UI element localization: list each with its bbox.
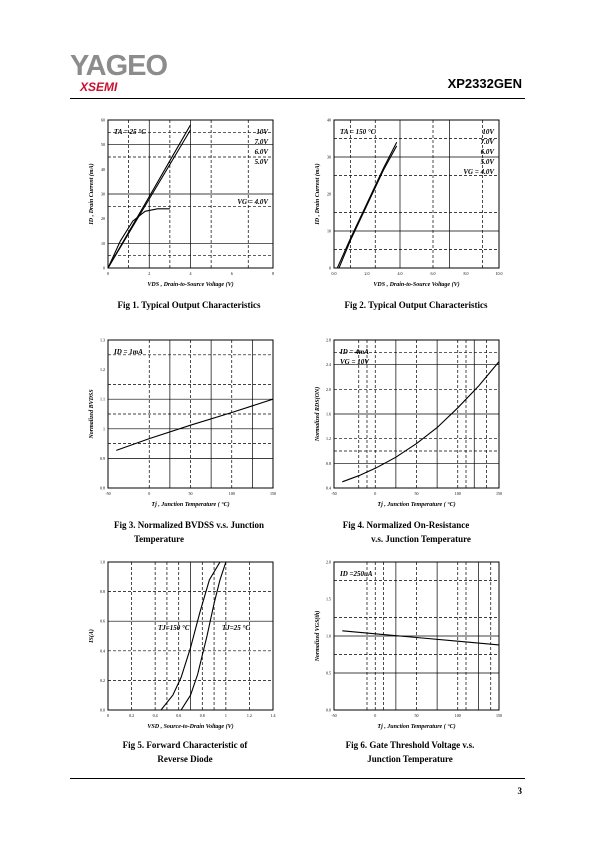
caption-fig3 [69, 518, 309, 546]
x-tick-label: 0 [374, 491, 377, 496]
x-tick-label: 4.0 [397, 271, 403, 276]
plot-frame [334, 120, 499, 268]
y-tick-label: 0.8 [326, 460, 331, 466]
caption-fig4 [286, 518, 526, 546]
x-tick-label: 0.4 [152, 713, 158, 718]
chart-fig4 [306, 332, 506, 512]
y-axis-label: Normalized BVDSS [89, 389, 95, 439]
x-tick-label: 100 [228, 491, 235, 496]
x-tick-label: 0 [107, 271, 109, 276]
x-tick-label: 10.0 [495, 271, 503, 276]
chart-annotation: 6.0V [480, 148, 494, 156]
chart-annotation: 5.0V [254, 158, 268, 166]
chart-annotation: TJ=25 °C [222, 624, 250, 632]
chart-annotation: 7.0V [254, 138, 268, 146]
yageo-logo [70, 52, 180, 92]
chart-fig2 [306, 112, 506, 292]
y-axis-label: Normalized VGS(th) [315, 610, 321, 662]
y-axis-label: Normalized RDS(ON) [315, 386, 321, 442]
y-axis-label: ID , Drain Current (mA) [315, 163, 321, 225]
x-tick-label: 150 [270, 491, 276, 496]
x-tick-label: 6.0 [430, 271, 436, 276]
x-tick-label: 50 [414, 491, 419, 496]
x-tick-label: -50 [105, 491, 111, 496]
y-tick-label: 0.8 [100, 589, 105, 595]
x-tick-label: 50 [188, 491, 193, 496]
y-tick-label: 0.9 [100, 455, 105, 461]
header-rule [70, 98, 525, 99]
chart-annotation: VG = 10V [340, 358, 369, 366]
y-tick-label: 0.6 [100, 618, 105, 624]
y-tick-label: 2.4 [326, 362, 331, 368]
caption-line: Junction Temperature [367, 754, 453, 764]
y-tick-label: 2.8 [326, 337, 331, 343]
x-tick-label: 2 [148, 271, 151, 276]
y-tick-label: 0 [329, 265, 331, 271]
y-tick-label: 1 [103, 426, 105, 432]
y-tick-label: 0.4 [100, 648, 105, 654]
page-number: 3 [517, 786, 522, 796]
chart-annotation: 7.0V [480, 138, 494, 146]
y-tick-label: 0.0 [100, 707, 105, 713]
series-line [342, 631, 499, 645]
y-tick-label: 1.2 [326, 436, 331, 442]
caption-line: Fig 4. Normalized On-Resistance [342, 520, 470, 530]
caption-fig5 [65, 738, 305, 766]
x-tick-label: -50 [331, 713, 337, 718]
chart-annotation: VG = 4.0V [237, 198, 268, 206]
y-tick-label: 30 [327, 154, 331, 160]
y-tick-label: 1.0 [326, 633, 331, 639]
x-tick-label: 0 [148, 491, 151, 496]
x-tick-label: 8 [272, 271, 274, 276]
y-tick-label: 30 [101, 191, 105, 197]
x-tick-label: 2.0 [364, 271, 370, 276]
x-tick-label: 1 [224, 713, 227, 718]
caption-line: Temperature [134, 534, 184, 544]
x-axis-label: Tj , Junction Temperature ( °C) [377, 502, 456, 508]
x-tick-label: 0.0 [331, 271, 337, 276]
chart-annotation: 10V [482, 128, 494, 136]
chart-annotation: TJ=150 °C [158, 624, 190, 632]
x-tick-label: 50 [414, 713, 419, 718]
y-tick-label: 50 [101, 142, 105, 148]
chart-annotation: TA = 25 °C [114, 128, 146, 136]
x-tick-label: 0.8 [199, 713, 205, 718]
logo-word: YAGEO [70, 50, 168, 82]
x-tick-label: 100 [454, 491, 461, 496]
chart-annotation: VG = 4.0V [463, 168, 494, 176]
y-tick-label: 0 [103, 265, 105, 271]
y-tick-label: 1.2 [100, 367, 105, 373]
x-tick-label: 1.2 [246, 713, 252, 718]
y-tick-label: 2.0 [326, 559, 331, 565]
y-tick-label: 0.0 [326, 707, 331, 713]
series-line [181, 562, 226, 710]
x-axis-label: Tj , Junction Temperature ( °C) [377, 724, 456, 730]
y-tick-label: 0.5 [326, 670, 331, 676]
x-tick-label: 0 [107, 713, 109, 718]
x-tick-label: 0.2 [129, 713, 135, 718]
y-tick-label: 60 [101, 117, 105, 123]
chart-fig1 [80, 112, 280, 292]
x-tick-label: -50 [331, 491, 337, 496]
y-tick-label: 1.6 [326, 411, 331, 417]
series-line [342, 362, 499, 482]
y-tick-label: 40 [327, 117, 331, 123]
caption-line: Fig 1. Typical Output Characteristics [117, 300, 261, 310]
x-axis-label: VDS , Drain-to-Source Voltage (V) [147, 282, 234, 288]
caption-fig6 [290, 738, 530, 766]
logo-sub: XSEMI [80, 80, 118, 94]
y-tick-label: 1.1 [100, 396, 105, 402]
x-axis-label: Tj , Junction Temperature ( °C) [151, 502, 230, 508]
chart-annotation: ID = 1mA [114, 348, 143, 356]
x-axis-label: VDS , Drain-to-Source Voltage (V) [373, 282, 460, 288]
x-axis-label: VSD , Source-to-Drain Voltage (V) [147, 724, 234, 730]
y-tick-label: 1.0 [100, 559, 105, 565]
x-tick-label: 100 [454, 713, 461, 718]
y-tick-label: 40 [101, 166, 105, 172]
y-tick-label: 10 [327, 228, 331, 234]
y-tick-label: 2.0 [326, 386, 331, 392]
caption-line: Fig 6. Gate Threshold Voltage v.s. [345, 740, 475, 750]
chart-annotation: 5.0V [480, 158, 494, 166]
x-tick-label: 0 [374, 713, 377, 718]
y-tick-label: 20 [101, 216, 105, 222]
x-tick-label: 6 [230, 271, 233, 276]
footer-rule [70, 778, 525, 779]
x-tick-label: 0.6 [176, 713, 182, 718]
x-tick-label: 8.0 [463, 271, 469, 276]
y-tick-label: 0.2 [100, 677, 105, 683]
chart-annotation: ID = 4mA [340, 348, 369, 356]
chart-annotation: 6.0V [254, 148, 268, 156]
chart-fig6 [306, 554, 506, 734]
chart-annotation: ID =250uA [340, 570, 373, 578]
caption-line: Fig 5. Forward Characteristic of [122, 740, 248, 750]
chart-fig5 [80, 554, 280, 734]
y-tick-label: 20 [327, 191, 331, 197]
caption-fig2 [296, 298, 536, 312]
series-line [339, 146, 397, 268]
series-line [108, 209, 170, 268]
caption-line: Fig 3. Normalized BVDSS v.s. Junction [113, 520, 264, 530]
caption-line: v.s. Junction Temperature [371, 534, 471, 544]
caption-line: Reverse Diode [157, 754, 213, 764]
y-tick-label: 10 [101, 240, 105, 246]
part-number: XP2332GEN [447, 76, 522, 91]
y-tick-label: 0.8 [100, 485, 105, 491]
caption-line: Fig 2. Typical Output Characteristics [344, 300, 488, 310]
chart-annotation: 10V [256, 128, 268, 136]
y-axis-label: IS(A) [89, 629, 95, 643]
x-tick-label: 150 [496, 491, 502, 496]
y-tick-label: 0.4 [326, 485, 331, 491]
y-axis-label: ID , Drain Current (mA) [89, 163, 95, 225]
y-tick-label: 1.3 [100, 337, 105, 343]
chart-annotation: TA = 150 °C [340, 128, 376, 136]
x-tick-label: 1.4 [270, 713, 276, 718]
x-tick-label: 4 [189, 271, 192, 276]
y-tick-label: 1.5 [326, 596, 331, 602]
x-tick-label: 150 [496, 713, 502, 718]
caption-fig1 [69, 298, 309, 312]
series-line [116, 399, 273, 450]
chart-fig3 [80, 332, 280, 512]
